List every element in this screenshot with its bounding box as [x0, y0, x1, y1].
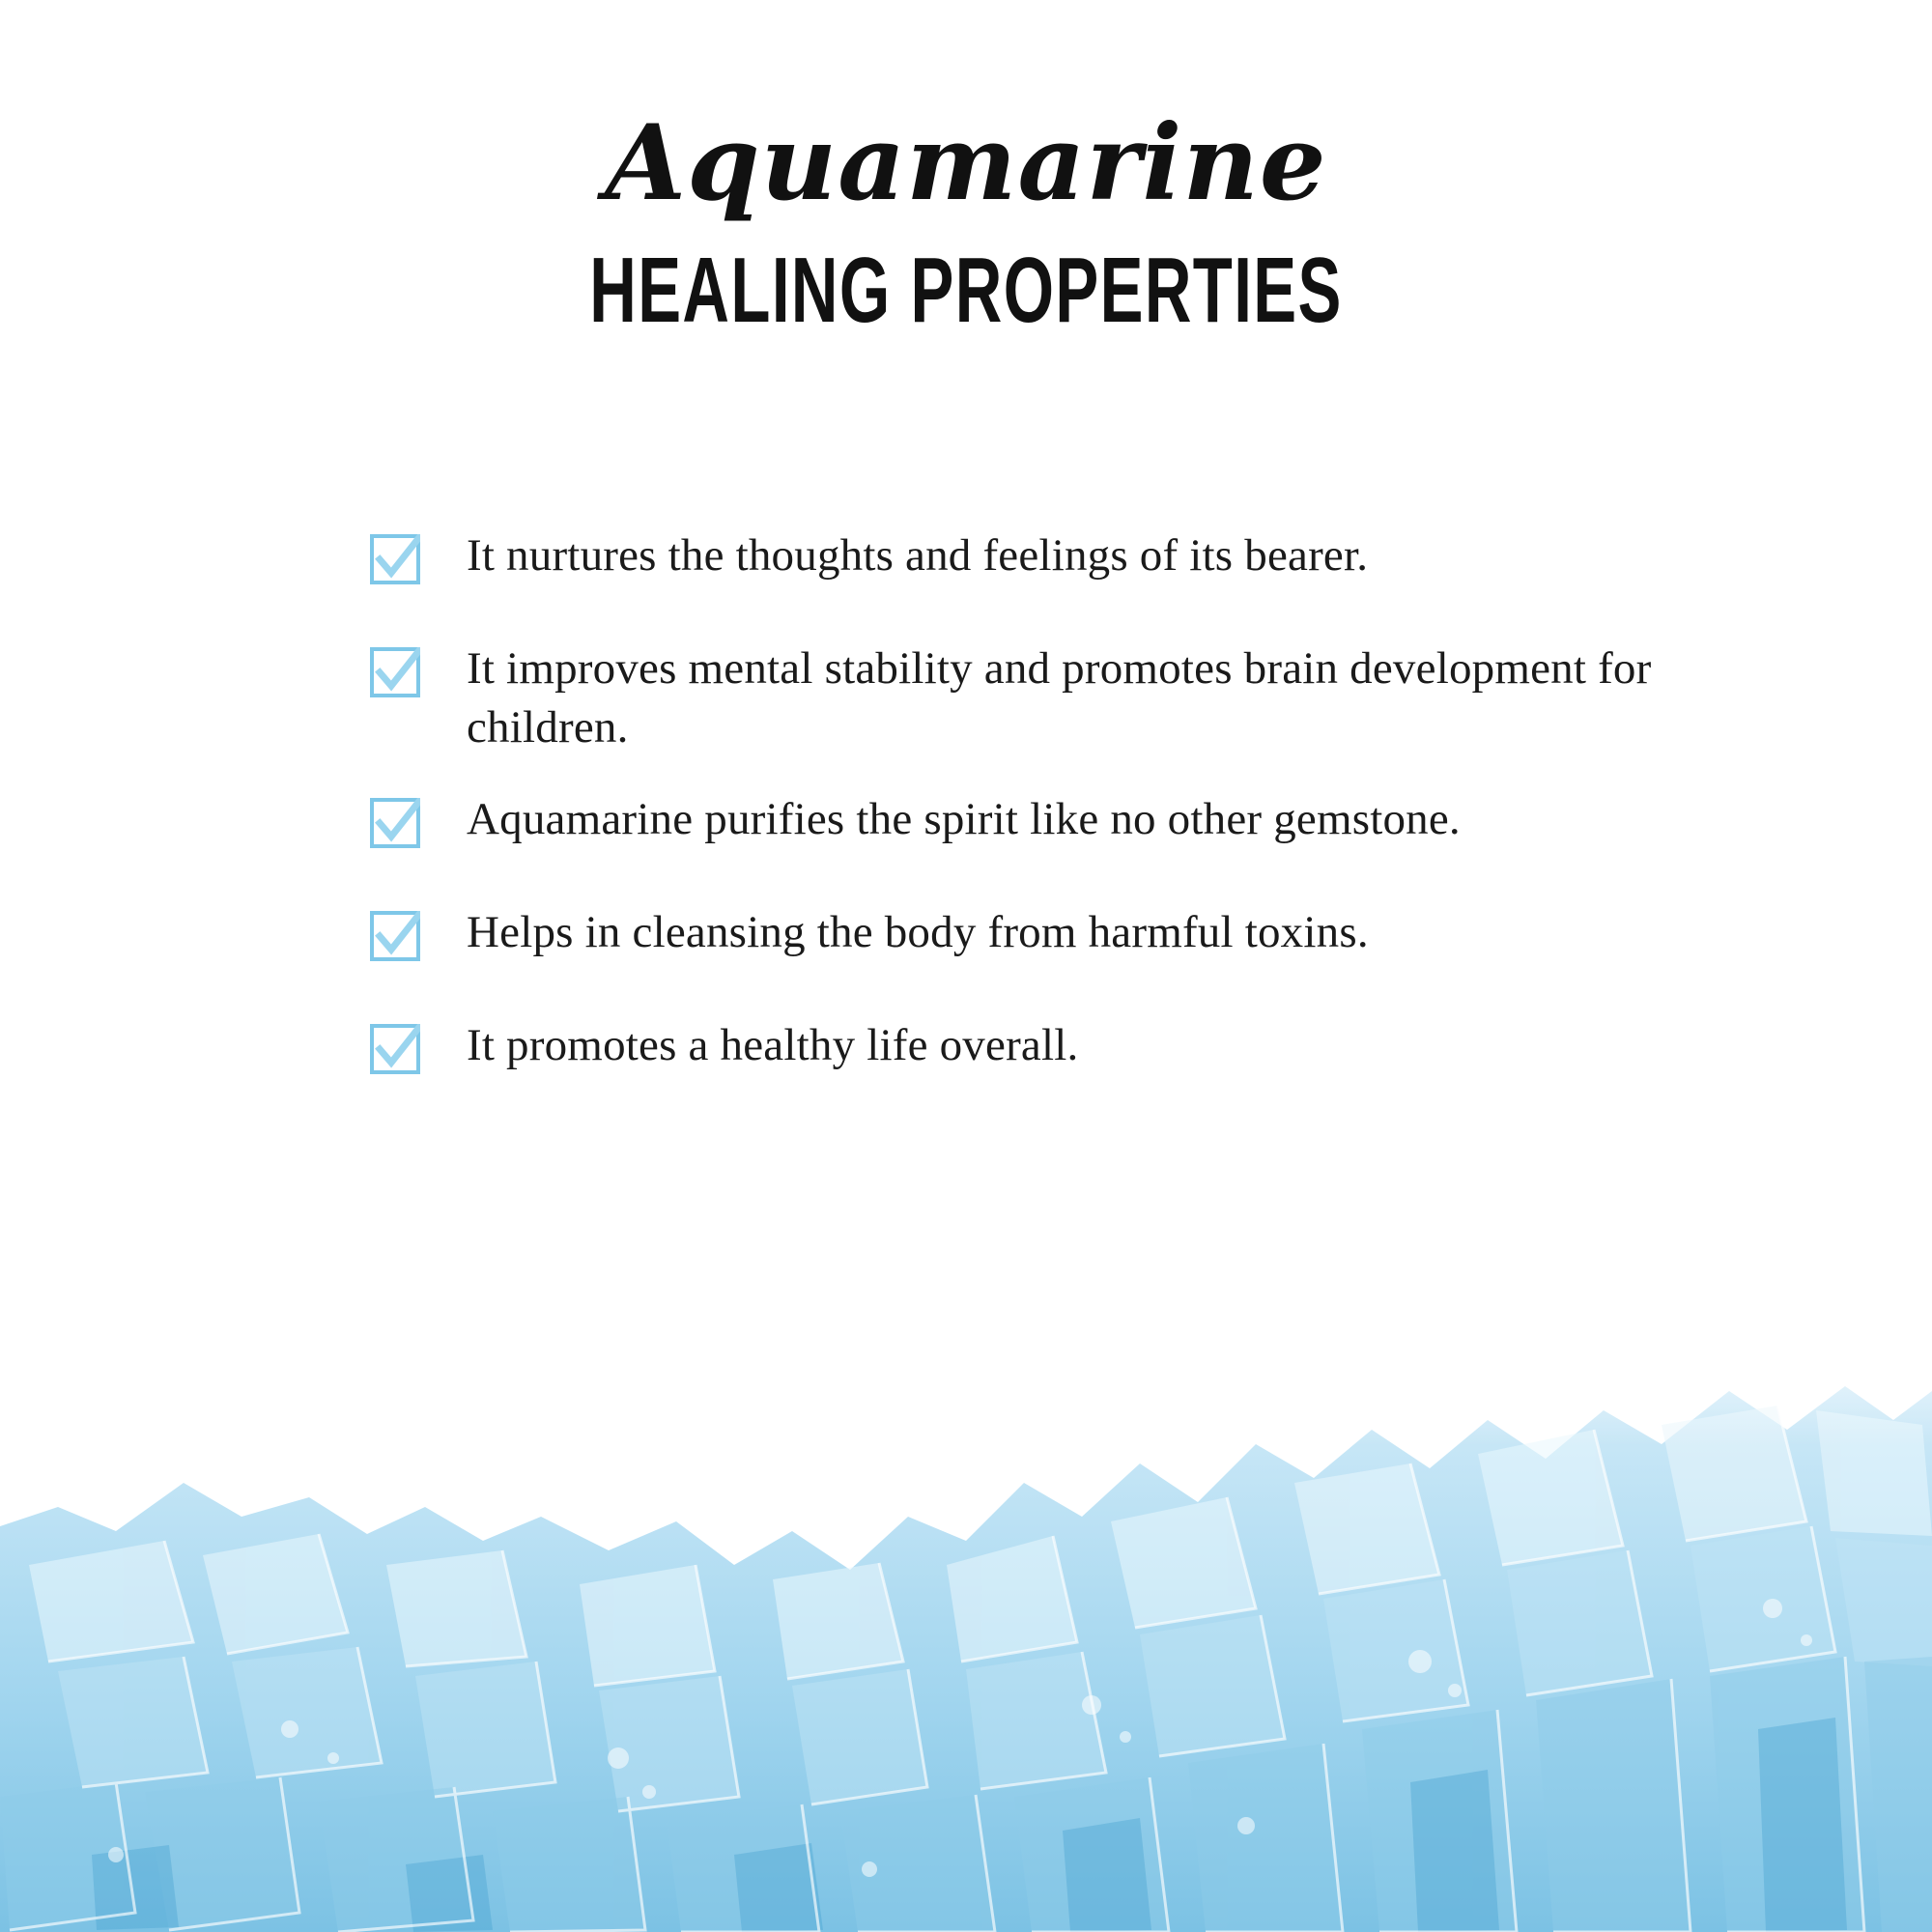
list-item — [370, 903, 1819, 962]
list-item-label: It nurtures the thoughts and feelings of its bearer. — [467, 530, 1369, 581]
list-item — [370, 639, 1819, 757]
ice-cubes-photo — [0, 1275, 1932, 1932]
healing-properties-list — [370, 526, 1819, 1130]
list-item — [370, 526, 1819, 585]
checkbox-checked-icon — [370, 647, 420, 697]
title-subtitle: HEALING PROPERTIES — [589, 238, 1343, 342]
checkbox-checked-icon — [370, 1024, 420, 1074]
list-item-label: Helps in cleansing the body from harmful toxins. — [467, 907, 1369, 958]
list-item-label: It improves mental stability and promotes brain development for children. — [467, 643, 1652, 753]
title-script: Aquamarine — [605, 102, 1327, 224]
list-item — [370, 1016, 1819, 1075]
list-item-label: It promotes a healthy life overall. — [467, 1020, 1079, 1071]
checkbox-checked-icon — [370, 798, 420, 848]
checkbox-checked-icon — [370, 534, 420, 584]
list-item-label: Aquamarine purifies the spirit like no other gemstone. — [467, 794, 1461, 845]
page-title — [0, 102, 1932, 342]
checkbox-checked-icon — [370, 911, 420, 961]
list-item — [370, 790, 1819, 849]
